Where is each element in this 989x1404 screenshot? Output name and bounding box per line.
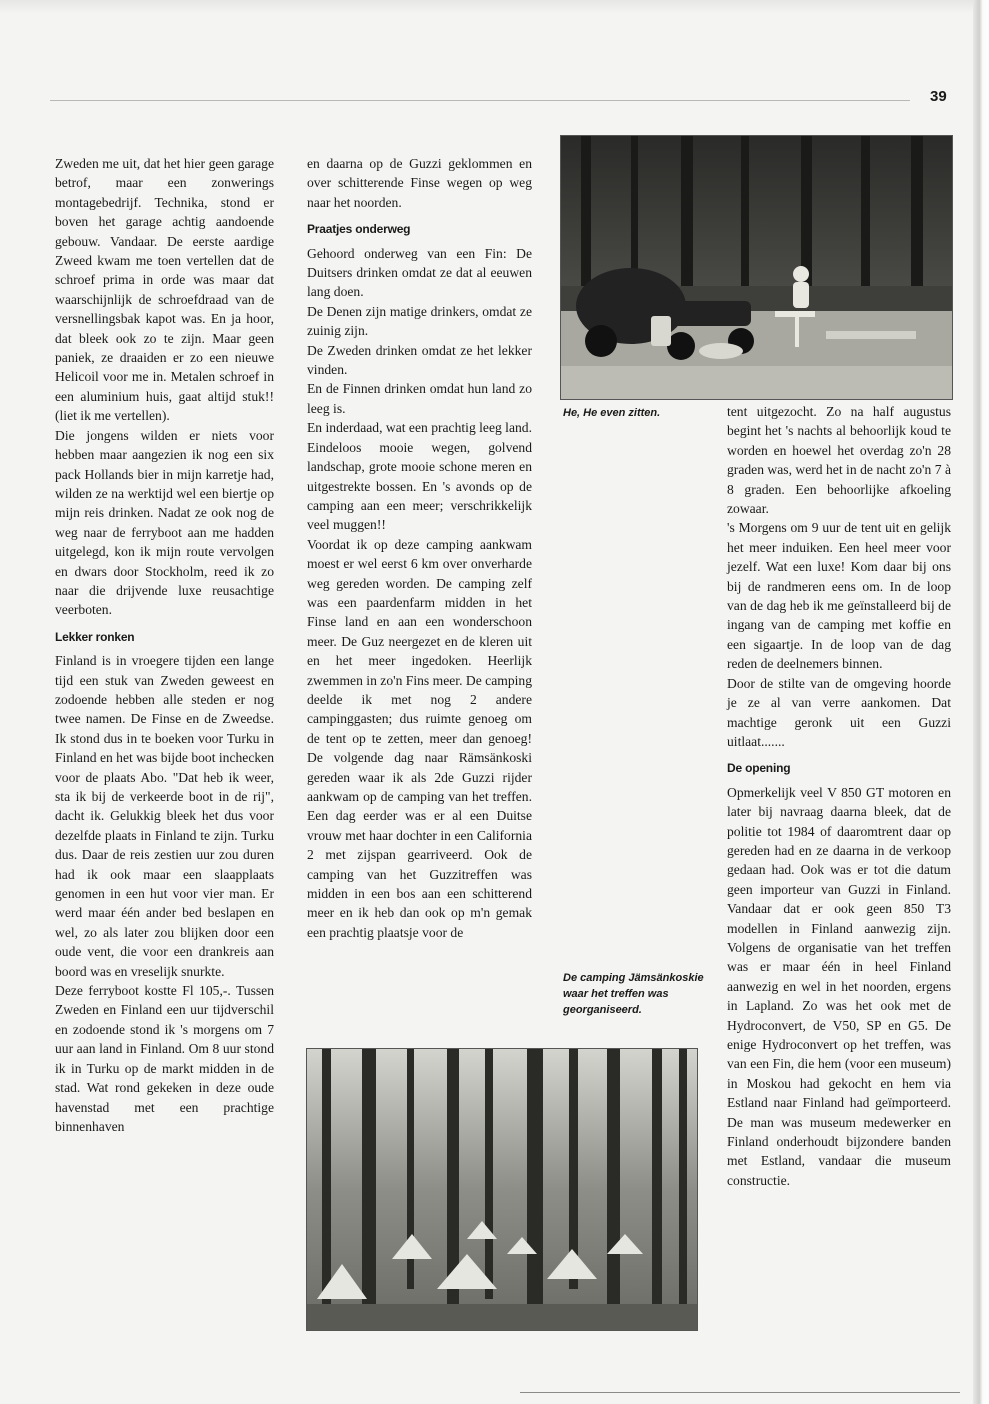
column-2 (307, 154, 532, 942)
paragraph: Gehoord onderweg van een Fin: De Duitsers drinken omdat ze dat al eeuwen lang doen. (307, 245, 532, 300)
header-rule (50, 100, 910, 101)
paragraph: en daarna op de Guzzi geklommen en over schitterende Finse wegen op weg naar het noorden. (307, 156, 532, 210)
photo-caption: De camping Jämsänkoskie waar het treffen was georganiseerd. (563, 972, 704, 1016)
paragraph: Finland is in vroegere tijden een lange tijd een stuk van Zweden geweest en zodoende hebben alle steden er nog twee namen. De Finse en de Zweedse. Ik stond dus in te boeken voor Turku in Finland en het was bijde boot inchecken voor de plaats Abo. "Dat heb ik weer, sta ik bij de verkeerde boot in de rij", dacht ik. Gelukkig bleek het dus voor dezelfde plaats in Finland te zijn. Turku dus. Daar de reis zestien uur zou duren had ik ook maar een slaapplaats genomen in een hut voor vier man. Er werd maar één ander bed beslapen en wel, zo als later zou blijken door een oude vent, die voor een drankreis aan boord was en vreselijk snurkte. (55, 653, 274, 979)
paragraph: Die jongens wilden er niets voor hebben maar aangezien ik nog een six pack Hollands bier in mijn karretje had, wilden ze na werktijd wel een biertje op mijn reis drinken. Nadat ze ook nog de weg naar de ferryboot aan me hadden uitgelegd, kon ik mijn route vervolgen en dwars door Stockholm, reed ik zo naar die drijvende luxe reusachtige veerboten. (55, 427, 274, 618)
photo-caption: He, He even zitten. (563, 407, 661, 419)
page-edge (973, 0, 989, 1404)
paragraph: Zweden me uit, dat het hier geen garage betrof, maar een zonwerings montagebedrijf. Technika, stond er boven het garage achtig aandoende gebouw. Vandaar. De eerste aardige Zweed kwam me toen vertellen dat de schroef prima in orde was maar dat waarschijnlijk de schroefdraad van de versnellingsbak kapot was. En ja hoor, dat bleek ook zo te zijn. Maar geen paniek, ze draaiden er zo een nieuwe Helicoil voor me in. Metalen schroef in een aluminium huis, gaat altijd stuk!! (liet ik me vertellen). (55, 156, 274, 424)
section-heading: De opening (727, 761, 791, 776)
page-top-shadow (0, 0, 989, 14)
photo-campsite-illustration (307, 1049, 697, 1330)
section-heading: Lekker ronken (55, 629, 135, 644)
paragraph: Deze ferryboot kostte Fl 105,-. Tussen Zweden en Finland een uur tijdverschil en zodoende stond ik 's morgens om 7 uur aan land in Finland. Om 8 uur stond ik in Turku op de markt midden in de stad. Wat rond gekeken in deze oude havenstad met een prachtige binnenhaven (55, 983, 274, 1134)
photo-campsite-forest (306, 1048, 698, 1331)
paragraph: Voordat ik op deze camping aankwam moest er wel eerst 6 km over onverharde weg gereden worden. De camping zelf was een paardenfarm midden in het Finse land en aan een wonderschoon meer. De Guz neergezet en de kleren uit en het meer ingedoken. Heerlijk zwemmen in zo'n Fins meer. De camping deelde ik met nog 2 andere campinggasten; dus ruimte genoeg om de tent op te zetten, meer dan genoeg! De volgende dag naar Rämsänkoski gereden waar ik als 2de Guzzi rijder aankwam op de camping van het treffen. Een dag eerder was er al een Duitse vrouw met haar dochter in een California 2 met zijspan gearriveerd. Ook de camping van het Guzzitreffen was midden in een bos aan een schitterend meer en ik heb dan ook op m'n gemak een prachtig plaatsje voor de (307, 536, 532, 940)
paragraph: De Denen zijn matige drinkers, omdat ze zuinig zijn. (307, 303, 532, 339)
page-number: 39 (930, 88, 947, 105)
paragraph: 's Morgens om 9 uur de tent uit en gelijk het meer induiken. Een heel meer voor jezelf. Wat een luxe! Kom daar bij ons bij de randmeren eens om. In de loop van de dag heb ik me geïnstalleerd bij de ingang van de camping met koffie en een sigaartje. In de loop van de dag reden de deelnemers binnen. (727, 520, 951, 672)
footer-rule (520, 1392, 960, 1393)
paragraph: En inderdaad, wat een prachtig leeg land. Eindeloos mooie wegen, golvend landschap, grote mooie schone meren en uitgestrekte bossen. En 's avonds op de camping aan een meer; verschrikkelijk veel muggen!! (307, 420, 532, 533)
paragraph: De Zweden drinken omdat ze het lekker vinden. (307, 342, 532, 378)
section-heading: Praatjes onderweg (307, 222, 411, 237)
paragraph: Door de stilte van de omgeving hoorde je ze al van verre aankomen. Dat machtige geronk uit een Guzzi uitlaat....... (727, 675, 951, 749)
photo-motorcycle-illustration (561, 136, 952, 399)
paragraph: Opmerkelijk veel V 850 GT motoren en later bij navraag daarna bleek, dat de politie tot 1984 of daaromtrent daar op gereden had en ze daarna in de verkoop gedaan had. Ook was er tot die datum geen importeur van Guzzi in Finland. Vandaar dat er ook geen 850 T3 modellen in Finland aanwezig zijn. Volgens de organisatie van het treffen was er maar één in heel Finland aanwezig en wel in het noorden, ergens in Lapland. Zo was het ook met de Hydroconvert, de V50, SP en G5. De enige Hydroconvert op het treffen, was van een Fin, die hem (voor een museum) in Moskou had gekocht en hem via Estland naar Finland had geïmporteerd. De man was museum medewerker en Finland onderhoudt bijzondere banden met Estland, vandaar die museum constructie. (727, 784, 951, 1188)
paragraph: En de Finnen drinken omdat hun land zo leeg is. (307, 381, 532, 416)
paragraph: tent uitgezocht. Zo na half augustus begint het 's nachts al behoorlijk koud te worden en hoewel het overdag zo'n 28 graden was, werd het in de nacht zo'n 7 à 8 graden. Een behoorlijke afkoeling zowaar. (727, 404, 951, 517)
photo-motorcycle-camp (560, 135, 953, 400)
column-3 (727, 402, 951, 1190)
column-1 (55, 154, 274, 1136)
